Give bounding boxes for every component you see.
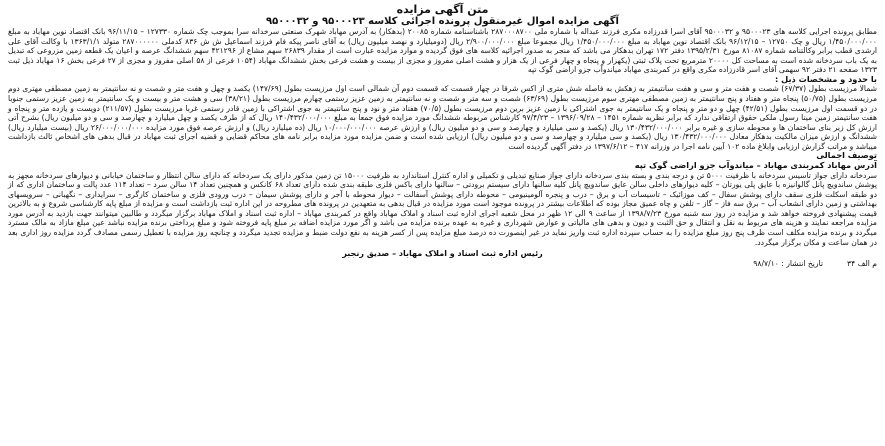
boundaries-paragraph: شمالا مرزیست بطول (۶۷/۳۷) شصت و هفت متر و سی و هفت سانتیمتر به زهکش به فاصله شش متری از اکس شرقا در چهار قسمت که قسمت دوم آن شمالی است اول مرزیست بطول (۱۴۷/۶۹) یکصد و چهل و هفت متر و شصت و نه سانتیمتر به زمین مصطفی مهتری دوم مرزیست بطول (۵۰/۷۵) پنجاه متر و هفتاد و پنج سانتیمتر به زمین مصطفی مهتری سوم مرزیست بطول (۶۳/۶۹) شصت و سه متر و شصت و نه سانتیمتر به زمین عزیز رستمی چهارم مرزیست بطول (۳۸/۲۱) سی و هشت متر و بیست و یک سانتیمتر به زمین عزیز رستمی جنوبا در دو قسمت اول مرزیست بطول (۴۲/۵۱) چهل و دو متر و پنجاه و یک سانتیمتر به جوی اشتراکی با زمین عزیز برین دوم مرزیست بطول (۷۰/۵) هفتاد متر و نود و پنج سانتیمتر به جوی اشتراکی با زمین قادر رستمی غربا مرزیست بطول (۲۱۱/۵۷) دویست و یازده متر و پنجاه و هفت سانتیمتر زمین مینا رسول ملکی حقوق ارتفاقی ندارد که برابر نظریه شماره ۱۴۵۱ – ۱۳۹۶/۰۹/۲۸ – ۹۷/۴/۲۳ کارشناس مربوطه ششدانگ مورد مزایده فوق جمعا به مبلغ ۱۴۰/۴۳۲/۰۰۰/۰۰۰ ریال که از طرف یکصد و چهل میلیارد و چهارصد و سی و دو میلیون ریال) بشرح آتی ارزش کل زیر بنای ساختمان ها و محوطه سازی و غیره برابر ۱۳۰/۴۳۲/۰۰۰/۰۰۰ ریال (یکصد و سی میلیارد و چهارصد و سی و دو میلیون ریال) و ارزش عرصه ۱۰/۰۰۰/۰۰۰/۰۰۰ ریال (ده میلیارد ریال) و ارزش عرصه فوق مورد مزایده ۲۶/۰۰۰/۰۰۰/۰۰۰ ریال (بیست میلیارد ریال) ششدانگ و ارزش میزان مالکیت بدهکار معادل ۱۳۰/۴۳۲/۰۰۰/۰۰۰ ریال (یکصد و سی میلیارد و چهارصد و سی و دو میلیون ریال) ارزیابی شده است و ضمن مزایده مورد مزایده برابر نامه های محاکم قضایی و قضیه اجرای ثبت مهاباد در قبال بدهی های اشخاص ثالث بازداشت میباشد و مراتب گزارش ارزیابی وابلاغ ماده ۱۰۲ آیین نامه اجرا در وزرانه ۴۱۷ – ۱۳۹۷/۶/۱۲ در دفتر آگهی گردیده است — [8, 84, 878, 151]
description-heading: توصیف اجمالی — [816, 150, 877, 161]
footer — [8, 259, 877, 269]
address-heading: آدرس مهاباد کمربندی مهاباد – میاندوآب جزو اراضی گوک تپه — [634, 160, 877, 171]
intro-paragraph: مطابق پرونده اجرایی کلاسه های ۹۵۰۰۰۲۳ و ۹۵۰۰۰۳۲ آقای اسرا قدرزاده مکری فرزند عبداله با شماره ملی ۲۸۷۰۰۰۸۷۰۰ باشناسنامه شماره ۲۰۰۸۵ (بدهکار) به آدرس مهاباد شهرک صنعتی سرخدانه سرا بموجب چک شماره ۱۲۷۳۳۰ – ۹۶/۱۱/۱۵ بانک اقتصاد نوین مهاباد به مبلغ ۱/۴۵۰/۰۰۰/۰۰۰ ریال و چک ۱۲۷۵۰ – ۹۶/۱۲/۱۵ بانک اقتصاد نوین مهاباد به مبلغ ۱/۴۵۰/۰۰۰/۰۰۰ ریال مجموعا مبلغ ۲/۹۰۰/۰۰۰/۰۰۰ ریال (دومیلیارد و نهصد میلیون ریال) به آقای ناصر پیکه فام فرزند اسماعیل ش ش ۸۳۶ کدملی ۲۸۷۰۰۰۰۰۰ متولد ۱۳۶۳/۱/۱ با وکالت آقای علی ارشدی قطب برابر وکالتنامه شماره ۸۱۰۸۷ مورخ ۱۳۹۵/۲/۳۱ دفتر ۱۷۲ تهران بدهکار می باشد که منجر به صدور اجرائیه کلاسه های فوق گردیده و موارد مزایده عبارت است از مقدار ۲۶۸۳۹ سهم مشاع از ۴۲۱۲۹۶ سهم ششدانگ عرصه و اعیان یک قطعه زمین مزروعی که تبدیل به یک باب سردخانه شده است به مساحت کل ۲۰۰۰۰ مترمربع تحت پلاک ثبتی (یکهزار و پنجاه و چهار فرعی از یک هزار و هشت اصلی مفروز و مجزی از بیست و هشت فرعی بخش ششدانگ مهاباد (۱۰۵۴ فرعی از ۵۸ اصلی مفروز و مجزی از ۲۷ فرعی بخش ۱۶ مهاباد ذیل ثبت ۱۳۲۳ صفحه ۲۱ دفتر ۹۲ سهمی آقای اسر قادرزاده مکری واقع در کمربندی مهاباد میاندوآب جزو اراضی گوک تپه — [8, 27, 877, 75]
notice-code: م الف ۳۴ — [847, 259, 877, 269]
notice-header — [8, 4, 877, 27]
signature: رئیس اداره ثبت اسناد و املاک مهاباد – صدیق رنجبر — [342, 249, 543, 259]
description-paragraph: سردخانه دارای جواز تاسیس سردخانه با ظرفیت ۵۰۰۰ تن و درجه بندی و بسته بندی سردخانه دارای جواز صنایع تبدیلی و تکمیلی و اداره کنترل استاندارد به ظرفیت ۱۵۰۰۰ تن زمین مذکور دارای یک سردخانه که دارای سالن انتظار و ساختمان خیابانی و دیوارهای سردخانه مجهز به پوشش ساندویچ پانل گالوانیزه با عایق پلی یورتان – کلیه دیوارهای داخلی سالن عایق ساندویچ پانل کلیه سالنها دارای سیستم برودتی – سالنها دارای باکس فلزی طبقه بندی شده دارای تعداد ۶۸ کانکس و همچنین تعداد ۱۴ سالن سرد – تعداد ۱۱۴ عدد پالت و ساختمان اداری که از دو طبقه اسکلت فلزی سقف دارای پوشش سفال – کف موزائیک – تاسیسات آب و برق – درب و پنجره آلومینیومی – محوطه دارای پوشش آسفالت – دیوار محوطه با آجر و دارای پوشش سیمان – درب ورودی فلزی و ساختمان کارگری – سرایداری – نگهبانی – سرویسهای بهداشتی و زمین دارای انشعاب آب – برق سه فاز – گاز – تلفن و چاه عمیق مجاز بوده که اطلاعات بیشتر در پرونده موجود است مورد مزایده در قبال بدهی به متعهدین در پرونده های مطروحه در این اداره ثبت بازداشت است و مزایده از مبلغ پایه کارشناسی شروع و به بالاترین قیمت پیشنهادی فروخته خواهد شد و مزایده در روز سه شنبه مورخ ۱۳۹۸/۷/۲۳ از ساعت ۹ الی ۱۲ ظهر در محل شعبه اجرای اداره ثبت اسناد و املاک مهاباد واقع در کمربندی مهاباد – اداره ثبت اسناد و املاک مهاباد برگزار میگردد و طالبین میتوانند جهت بازدید به آدرس مورد مزایده مراجعه نمایند و هزینه های مربوط به نقل و انتقال و حق الثبت و دیون و بدهی های مالیاتی و عوارض شهرداری و غیره به عهده برنده مزایده می باشد و اگر مورد مزایده اضافه بر مبلغ پایه فروخته شود و مبلغ پرداختی برنده مزایده نباشد عین مبلغ مازاد به مالک مسترد میگردد و برنده مزایده مکلف است ظرف پنج روز مبلغ مزایده را به حساب سپرده اداره ثبت واریز نماید در غیر اینصورت ده درصد مبلغ مزایده پس از کسر هزینه به نفع دولت ضبط و مزایده تجدید میگردد و چنانچه روز مزایده با تعطیل رسمی مصادف گردد مزایده روز اداری بعد در همان ساعت و مکان برگزار میگردد. — [8, 170, 878, 247]
notice-subtitle: آگهی مزایده اموال غیرمنقول پرونده اجرائی کلاسه ۹۵۰۰۰۲۳ و ۹۵۰۰۰۳۲ — [266, 15, 619, 27]
notice-title: متن آگهی مزایده — [396, 3, 489, 16]
boundaries-heading: با حدود و مشخصات ذیل : — [775, 73, 877, 84]
publish-date: تاریخ انتشار : ۹۸/۷/۱۰ — [753, 259, 823, 269]
